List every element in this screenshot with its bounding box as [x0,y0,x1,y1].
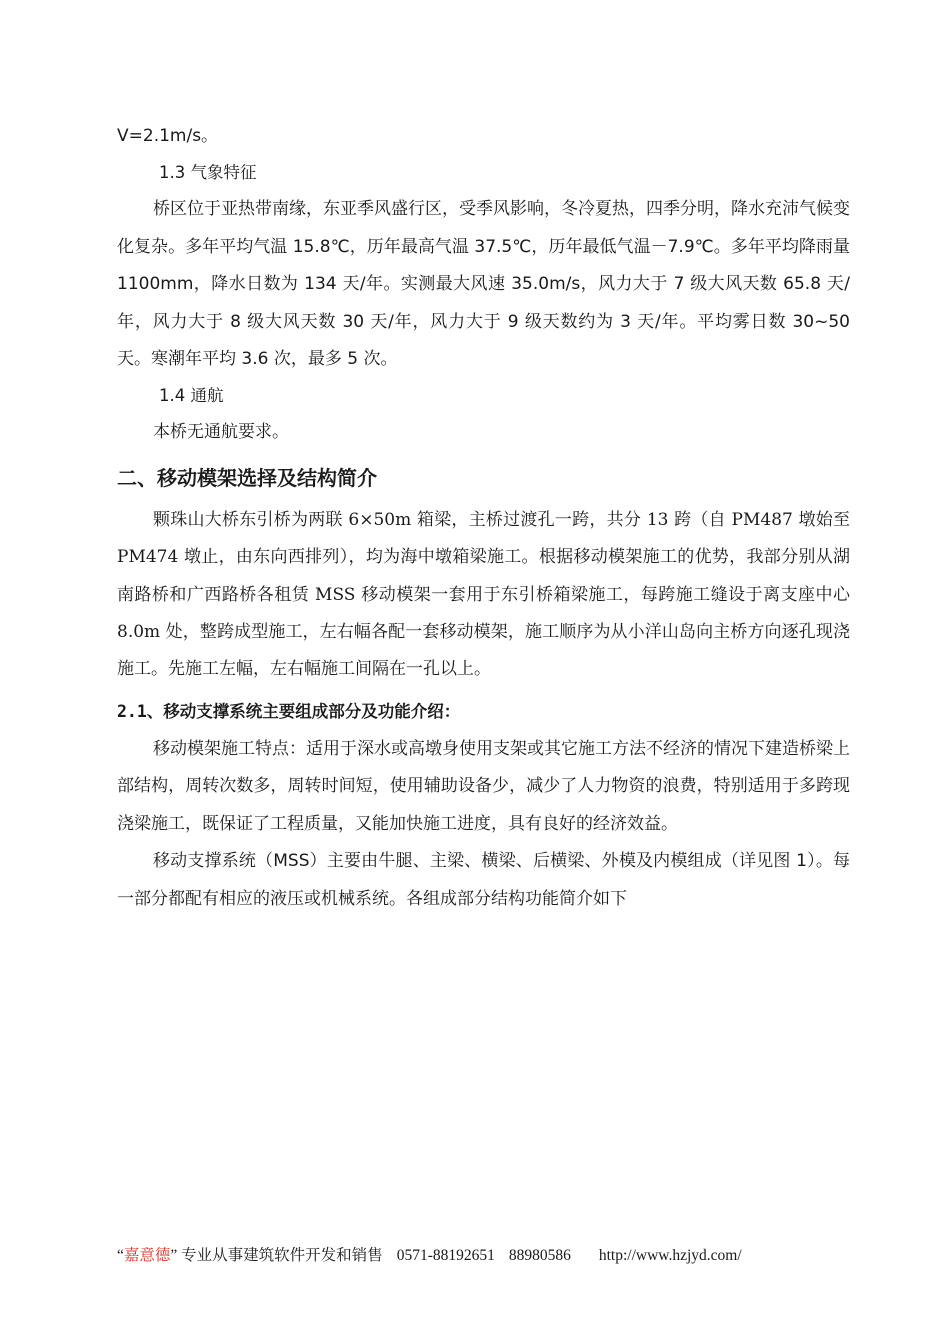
wind-speed-line: V=2.1m/s。 [117,126,219,146]
paragraph-mss: 移动支撑系统（MSS）主要由牛腿、主梁、横梁、后横梁、外模及内模组成（详见图 1）。每一部分都配有相应的液压或机械系统。各组成部分结构功能简介如下 [117,851,850,909]
footer-brand: 嘉意德 [123,1247,171,1264]
paragraph-features: 移动模架施工特点：适用于深水或高墩身使用支架或其它施工方法不经济的情况下建造桥梁上部结构，周转次数多，周转时间短，使用辅助设备少，减少了人力物资的浪费，特别适用于多跨现浇梁施工，既保证了工程质量，又能加快施工进度，具有良好的经济效益。 [117,738,850,834]
section-heading-1-4: 1.4 通航 [159,386,224,406]
paragraph-navigation: 本桥无通航要求。 [153,422,289,443]
chapter-heading-2: 二、移动模架选择及结构简介 [117,465,377,490]
footer-quote-open: “ [117,1247,124,1264]
footer-phone-1: 0571-88192651 [396,1247,495,1264]
footer-url-link[interactable]: http://www.hzjyd.com/ [598,1247,742,1264]
footer-phone-2: 88980586 [508,1247,571,1264]
document-body [117,118,850,918]
section-heading-2-1: 2.1、移动支撑系统主要组成部分及功能介绍： [117,701,461,721]
page-footer [117,1243,850,1265]
paragraph-intro: 颗珠山大桥东引桥为两联 6×50m 箱梁，主桥过渡孔一跨，共分 13 跨（自 PM487 墩始至 PM474 墩止，由东向西排列），均为海中墩箱梁施工。根据移动模架施工的优势，我部分别从湖南路桥和广西路桥各租赁 MSS 移动模架一套用于东引桥箱梁施工，每跨施工缝设于离支座中心 8.0m 处，整跨成型施工，左右幅各配一套移动模架，施工顺序为从小洋山岛向主桥方向逐孔现浇施工。先施工左幅，左右幅施工间隔在一孔以上。 [117,509,850,680]
section-heading-1-3: 1.3 气象特征 [159,163,257,183]
footer-quote-close: ” [170,1247,178,1264]
paragraph-weather: 桥区位于亚热带南缘，东亚季风盛行区，受季风影响，冬冷夏热，四季分明，降水充沛气候变化复杂。多年平均气温 15.8℃，历年最高气温 37.5℃，历年最低气温－7.9℃。多年平均降雨量 1100mm，降水日数为 134 天/年。实测最大风速 35.0m/s，风力大于 7 级大风天数 65.8 天/年，风力大于 8 级大风天数 30 天/年，风力大于 9 级天数约为 3 天/年。平均雾日数 30~50 天。寒潮年平均 3.6 次，最多 5 次。 [117,199,850,370]
footer-tagline: 专业从事建筑软件开发和销售 [181,1247,383,1264]
